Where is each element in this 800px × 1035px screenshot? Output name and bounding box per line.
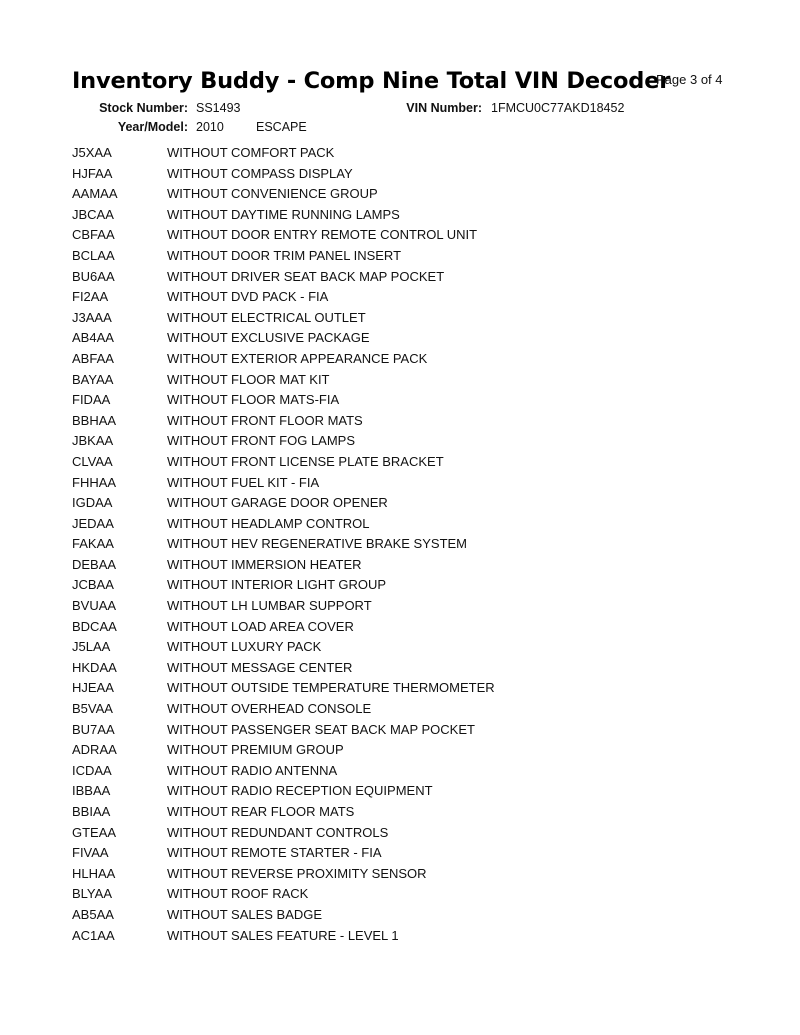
- option-description: WITHOUT OUTSIDE TEMPERATURE THERMOMETER: [167, 680, 495, 696]
- option-code: BBIAA: [72, 804, 111, 819]
- list-item: [72, 906, 772, 927]
- list-item: [72, 679, 772, 700]
- list-item: [72, 700, 772, 721]
- option-description: WITHOUT PREMIUM GROUP: [167, 742, 344, 758]
- option-description: WITHOUT RADIO ANTENNA: [167, 762, 338, 778]
- stock-number-label: Stock Number:: [99, 101, 188, 115]
- option-code: BCLAA: [72, 247, 115, 263]
- option-description: WITHOUT OVERHEAD CONSOLE: [167, 701, 372, 717]
- list-item: [72, 494, 772, 515]
- list-item: [72, 844, 772, 865]
- list-item: [72, 288, 772, 309]
- option-description: WITHOUT HEV REGENERATIVE BRAKE SYSTEM: [167, 536, 468, 552]
- option-code: FI2AA: [72, 289, 109, 305]
- option-code: J5LAA: [72, 639, 111, 655]
- option-code-list: [72, 144, 772, 947]
- vin-number-label: VIN Number:: [406, 101, 482, 115]
- option-code: HKDAA: [72, 659, 117, 675]
- option-code: FIVAA: [72, 845, 109, 861]
- option-description: WITHOUT ELECTRICAL OUTLET: [167, 309, 366, 325]
- option-code: AB5AA: [72, 906, 114, 922]
- option-code: BU7AA: [72, 721, 115, 737]
- list-item: [72, 885, 772, 906]
- list-item: [72, 432, 772, 453]
- option-code: IBBAA: [72, 783, 111, 799]
- option-code: GTEAA: [72, 824, 117, 840]
- option-description: WITHOUT DOOR ENTRY REMOTE CONTROL UNIT: [167, 227, 478, 243]
- list-item: [72, 638, 772, 659]
- option-code: BBHAA: [72, 412, 117, 428]
- list-item: [72, 412, 772, 433]
- list-item: [72, 556, 772, 577]
- option-code: IGDAA: [72, 495, 113, 511]
- option-code: BVUAA: [72, 598, 117, 614]
- list-item: [72, 515, 772, 536]
- option-description: WITHOUT FLOOR MAT KIT: [167, 371, 330, 387]
- list-item: [72, 824, 772, 845]
- option-description: WITHOUT FUEL KIT - FIA: [167, 474, 320, 490]
- list-item: [72, 803, 772, 824]
- option-description: WITHOUT FRONT LICENSE PLATE BRACKET: [167, 453, 444, 469]
- option-description: WITHOUT COMPASS DISPLAY: [167, 165, 353, 181]
- list-item: [72, 371, 772, 392]
- list-item: [72, 618, 772, 639]
- list-item: [72, 576, 772, 597]
- option-code: AAMAA: [72, 186, 118, 202]
- option-code: FHHAA: [72, 474, 117, 490]
- option-code: DEBAA: [72, 556, 117, 572]
- list-item: [72, 268, 772, 289]
- option-code: HLHAA: [72, 865, 116, 881]
- option-description: WITHOUT GARAGE DOOR OPENER: [167, 495, 388, 511]
- list-item: [72, 535, 772, 556]
- option-code: J5XAA: [72, 145, 112, 160]
- option-code: J3AAA: [72, 309, 112, 325]
- page-number: Page 3 of 4: [656, 72, 723, 87]
- option-code: FAKAA: [72, 536, 114, 552]
- option-description: WITHOUT LH LUMBAR SUPPORT: [167, 598, 372, 614]
- option-code: CLVAA: [72, 453, 113, 469]
- option-description: WITHOUT DRIVER SEAT BACK MAP POCKET: [167, 268, 445, 284]
- option-code: ICDAA: [72, 762, 112, 778]
- option-description: WITHOUT INTERIOR LIGHT GROUP: [167, 577, 387, 593]
- option-code: CBFAA: [72, 227, 115, 243]
- list-item: [72, 741, 772, 762]
- option-description: WITHOUT SALES FEATURE - LEVEL 1: [167, 927, 399, 943]
- option-code: JBKAA: [72, 433, 114, 449]
- option-description: WITHOUT SALES BADGE: [167, 906, 323, 922]
- list-item: [72, 659, 772, 680]
- option-description: WITHOUT PASSENGER SEAT BACK MAP POCKET: [167, 721, 475, 737]
- list-item: [72, 474, 772, 495]
- list-item: [72, 144, 772, 165]
- option-description: WITHOUT REMOTE STARTER - FIA: [167, 845, 382, 861]
- list-item: [72, 206, 772, 227]
- option-description: WITHOUT LOAD AREA COVER: [167, 618, 354, 634]
- option-code: HJEAA: [72, 680, 114, 696]
- option-code: HJFAA: [72, 165, 113, 181]
- option-description: WITHOUT EXCLUSIVE PACKAGE: [167, 330, 370, 346]
- option-description: WITHOUT DOOR TRIM PANEL INSERT: [167, 247, 402, 263]
- option-description: WITHOUT FLOOR MATS-FIA: [167, 392, 340, 408]
- model-value: ESCAPE: [256, 120, 307, 134]
- option-code: JBCAA: [72, 206, 114, 222]
- option-description: WITHOUT EXTERIOR APPEARANCE PACK: [167, 350, 428, 366]
- option-description: WITHOUT IMMERSION HEATER: [167, 556, 362, 572]
- option-description: WITHOUT FRONT FLOOR MATS: [167, 412, 363, 428]
- option-description: WITHOUT COMFORT PACK: [167, 145, 335, 160]
- option-code: FIDAA: [72, 392, 111, 408]
- list-item: [72, 391, 772, 412]
- list-item: [72, 350, 772, 371]
- list-item: [72, 309, 772, 330]
- option-code: BU6AA: [72, 268, 115, 284]
- document-title: Inventory Buddy - Comp Nine Total VIN Decoder: [72, 68, 671, 94]
- list-item: [72, 721, 772, 742]
- option-code: AC1AA: [72, 927, 115, 943]
- option-description: WITHOUT LUXURY PACK: [167, 639, 322, 655]
- option-description: WITHOUT HEADLAMP CONTROL: [167, 515, 370, 531]
- option-code: ABFAA: [72, 350, 114, 366]
- list-item: [72, 165, 772, 186]
- vin-number-value: 1FMCU0C77AKD18452: [491, 101, 625, 115]
- option-description: WITHOUT FRONT FOG LAMPS: [167, 433, 356, 449]
- option-code: BAYAA: [72, 371, 114, 387]
- option-description: WITHOUT CONVENIENCE GROUP: [167, 186, 378, 202]
- option-description: WITHOUT REDUNDANT CONTROLS: [167, 824, 389, 840]
- list-item: [72, 762, 772, 783]
- option-code: B5VAA: [72, 701, 113, 717]
- option-code: AB4AA: [72, 330, 114, 346]
- stock-number-value: SS1493: [196, 101, 241, 115]
- option-description: WITHOUT DVD PACK - FIA: [167, 289, 329, 305]
- list-item: [72, 782, 772, 803]
- option-code: ADRAA: [72, 742, 117, 758]
- list-item: [72, 329, 772, 350]
- option-description: WITHOUT ROOF RACK: [167, 886, 309, 902]
- list-item: [72, 226, 772, 247]
- year-value: 2010: [196, 120, 224, 134]
- option-description: WITHOUT MESSAGE CENTER: [167, 659, 353, 675]
- option-description: WITHOUT RADIO RECEPTION EQUIPMENT: [167, 783, 433, 799]
- option-code: JEDAA: [72, 515, 114, 531]
- list-item: [72, 865, 772, 886]
- option-code: BLYAA: [72, 886, 112, 902]
- option-description: WITHOUT DAYTIME RUNNING LAMPS: [167, 206, 400, 222]
- list-item: [72, 247, 772, 268]
- option-code: BDCAA: [72, 618, 117, 634]
- option-description: WITHOUT REAR FLOOR MATS: [167, 804, 355, 819]
- list-item: [72, 597, 772, 618]
- option-code: JCBAA: [72, 577, 114, 593]
- year-model-label: Year/Model:: [117, 120, 188, 134]
- option-description: WITHOUT REVERSE PROXIMITY SENSOR: [167, 865, 427, 881]
- list-item: [72, 453, 772, 474]
- list-item: [72, 927, 772, 948]
- list-item: [72, 185, 772, 206]
